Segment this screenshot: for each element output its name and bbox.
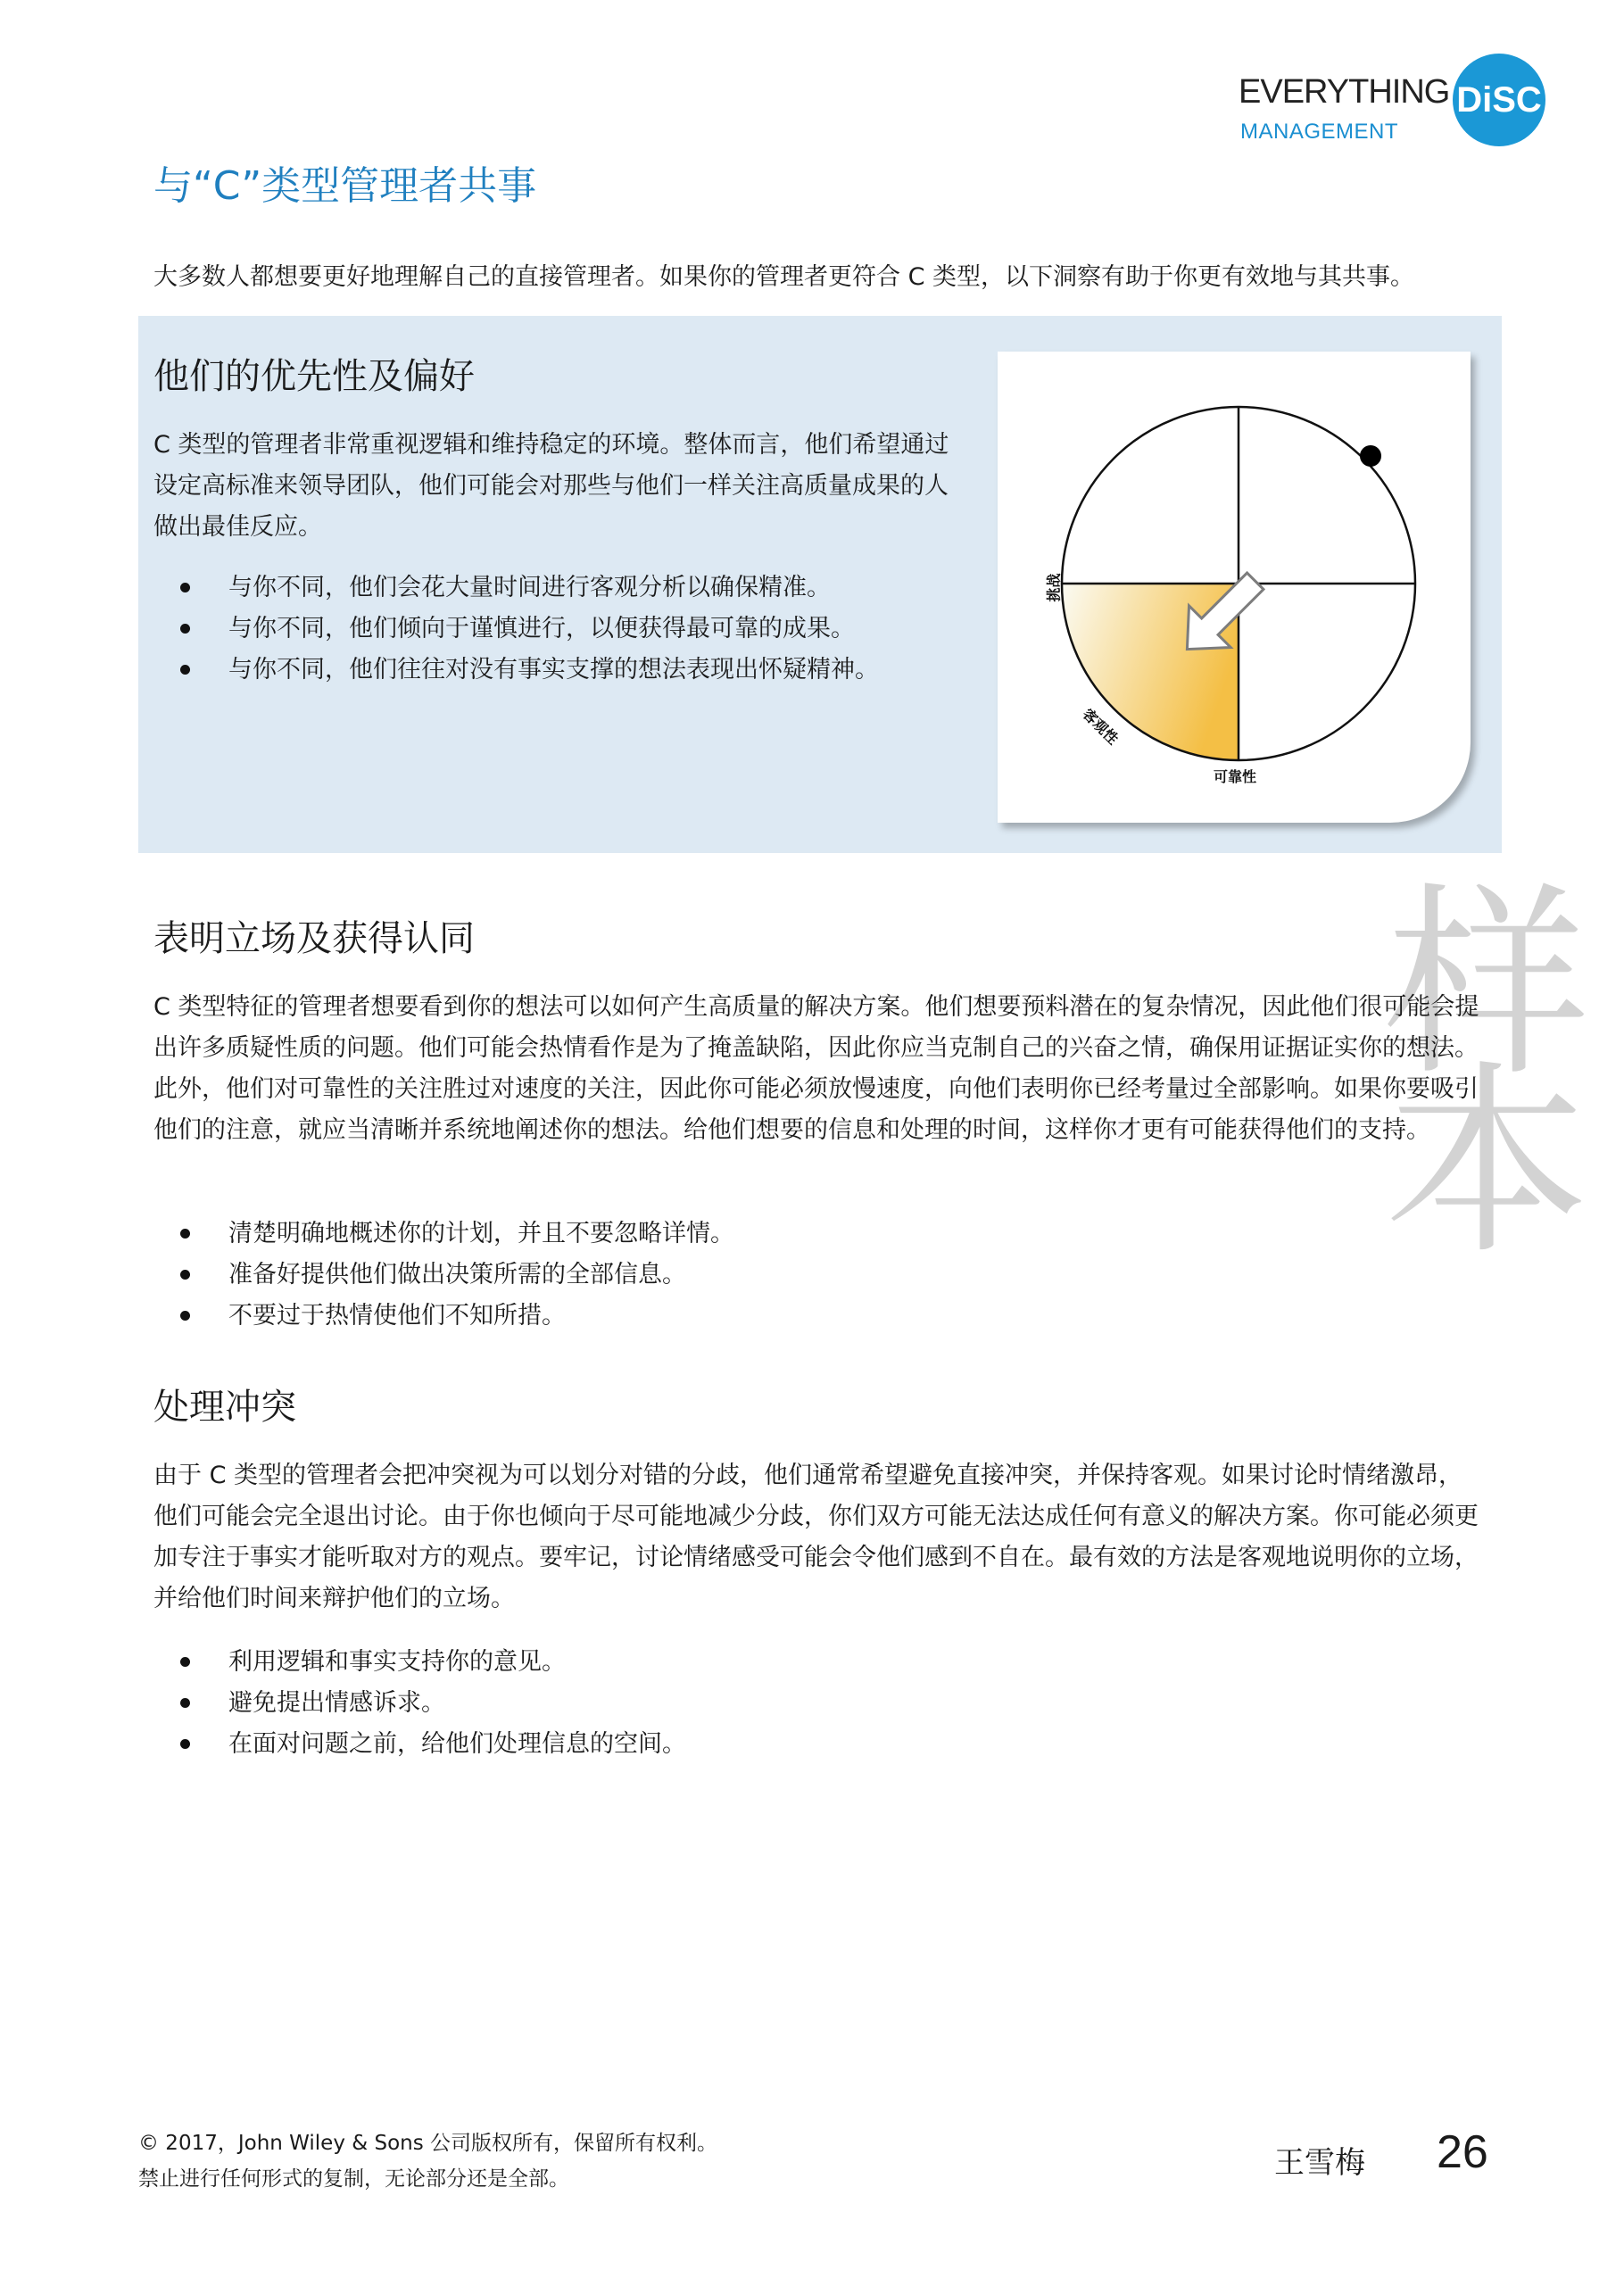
stance-text: C 类型特征的管理者想要看到你的想法可以如何产生高质量的解决方案。他们想要预料潜在的复杂情况，因此他们很可能会提出许多质疑性质的问题。他们可能会热情看作是为了掩盖缺陷，因此你应当克制自己的兴奋之情，确保用证据证实你的想法。 此外，他们对可靠性的关注胜过对速度的关注，因此你可能必须放慢速度，向他们表明你已经考量过全部影响。如果你要吸引他们的注意，就应当清晰并系统地阐述你的想法。给他们想要的信息和处理的时间，这样你才更有可能获得他们的支持。 xyxy=(153,993,1479,1144)
intro-text: 大多数人都想要更好地理解自己的直接管理者。如果你的管理者更符合 C 类型，以下洞察有助于你更有效地与其共事。 xyxy=(153,263,1415,291)
list-item: 与你不同，他们倾向于谨慎进行，以便获得最可靠的成果。 xyxy=(153,609,879,650)
conflict-text: 由于 C 类型的管理者会把冲突视为可以划分对错的分歧，他们通常希望避免直接冲突，并保持客观。如果讨论时情绪激昂，他们可能会完全退出讨论。由于你也倾向于尽可能地减少分歧，你们双方可能无法达成任何有意义的解决方案。你可能必须更加专注于事实才能听取对方的观点。要牢记，讨论情绪感受可能会令他们感到不自在。最有效的方法是客观地说明你的立场，并给他们时间来辩护他们的立场。 xyxy=(153,1462,1479,1612)
bullet-icon xyxy=(180,1739,190,1749)
bullet-icon xyxy=(180,1311,190,1321)
bullet-icon xyxy=(180,1657,190,1667)
footer-name: 王雪梅 xyxy=(1274,2145,1365,2181)
logo-disc-badge: DiSC xyxy=(1453,54,1545,146)
position-dot xyxy=(1360,445,1381,467)
bullet-icon xyxy=(180,583,190,592)
list-item: 清楚明确地概述你的计划，并且不要忽略详情。 xyxy=(153,1214,734,1255)
footer-copyright xyxy=(138,2125,717,2197)
list-item: 避免提出情感诉求。 xyxy=(153,1683,686,1724)
stance-heading: 表明立场及获得认同 xyxy=(153,918,475,959)
bullet-icon xyxy=(180,1698,190,1708)
disc-diagram xyxy=(998,352,1471,823)
page-number: 26 xyxy=(1437,2126,1488,2178)
list-item: 不要过于热情使他们不知所措。 xyxy=(153,1296,734,1337)
list-item: 利用逻辑和事实支持你的意见。 xyxy=(153,1642,686,1683)
disc-circle-graphic xyxy=(998,352,1471,823)
bullet-icon xyxy=(180,1229,190,1239)
conflict-heading: 处理冲突 xyxy=(153,1387,296,1428)
logo-everything-text: EVERYTHING xyxy=(1239,73,1450,111)
list-item: 与你不同，他们往往对没有事实支撑的想法表现出怀疑精神。 xyxy=(153,650,879,691)
reliability-label: 可靠性 xyxy=(1214,768,1257,785)
bullet-icon xyxy=(180,624,190,634)
stance-bullet-list xyxy=(153,1214,734,1337)
list-item: 在面对问题之前，给他们处理信息的空间。 xyxy=(153,1724,686,1765)
conflict-bullet-list xyxy=(153,1642,686,1765)
copyright-text: © 2017，John Wiley & Sons 公司版权所有，保留所有权利。 xyxy=(138,2132,718,2155)
watermark: 样本 xyxy=(1349,874,1587,1231)
bullet-icon xyxy=(180,1270,190,1280)
priorities-heading: 他们的优先性及偏好 xyxy=(153,356,475,397)
priorities-bullet-list xyxy=(153,568,879,691)
page-title: 与“C”类型管理者共事 xyxy=(153,163,537,209)
bullet-icon xyxy=(180,665,190,675)
priorities-text: C 类型的管理者非常重视逻辑和维持稳定的环境。整体而言，他们希望通过设定高标准来领导团队，他们可能会对那些与他们一样关注高质量成果的人做出最佳反应。 xyxy=(153,431,949,541)
list-item: 准备好提供他们做出决策所需的全部信息。 xyxy=(153,1255,734,1296)
notice-text: 禁止进行任何形式的复制，无论部分还是全部。 xyxy=(138,2167,569,2191)
logo-management-text: MANAGEMENT xyxy=(1240,120,1399,144)
challenge-label: 挑战 xyxy=(1045,573,1063,602)
objectivity-label: 客观性 xyxy=(1079,705,1122,748)
list-item: 与你不同，他们会花大量时间进行客观分析以确保精准。 xyxy=(153,568,879,609)
